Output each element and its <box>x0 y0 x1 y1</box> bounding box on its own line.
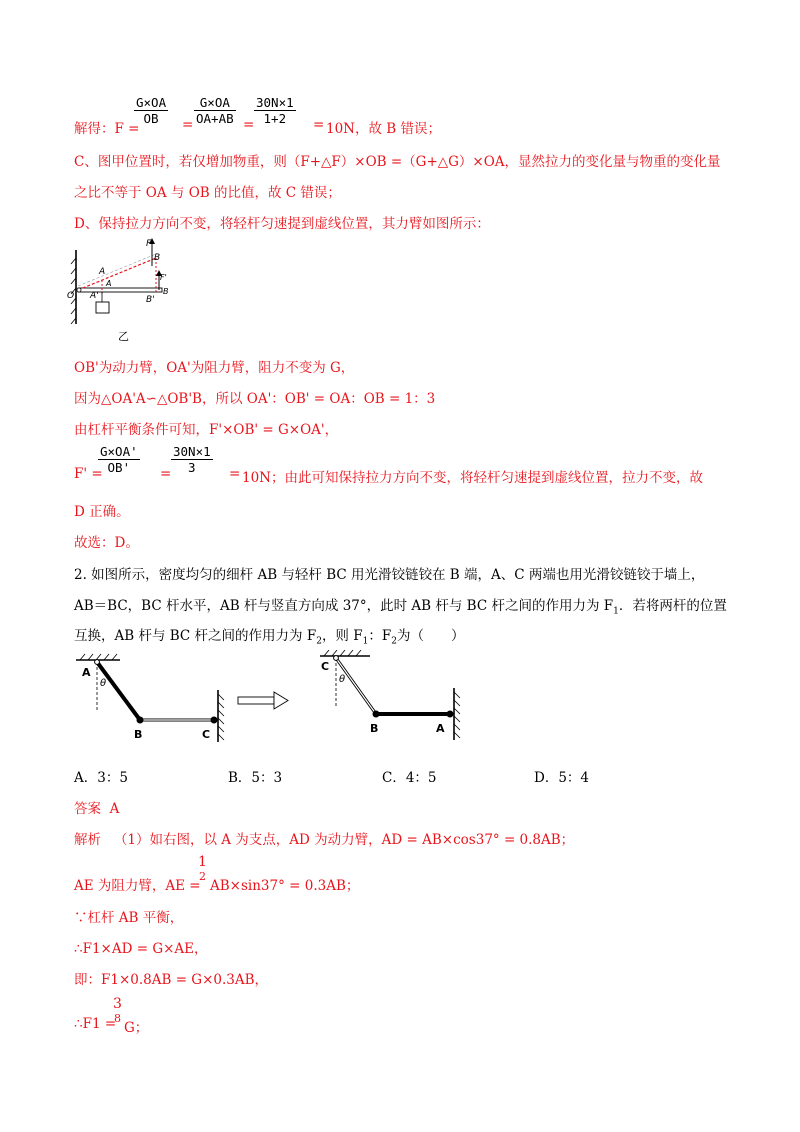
analysis-ae-suffix: AB×sin37° = 0.3AB； <box>210 878 360 894</box>
fig-yi-label-b2: B <box>163 287 169 296</box>
fprime-fraction-1-numerator: G×OA' <box>100 444 138 459</box>
fprime-result: 10N；由此可知保持拉力方向不变，将轻杆匀速提到虚线位置，拉力不变，故 <box>242 470 703 486</box>
question-2-line2-b: ．若将两杆的位置 <box>618 598 727 614</box>
ae-fraction <box>198 854 207 883</box>
fraction-3-numerator: 30N×1 <box>256 95 294 110</box>
fig2-right-label-theta: θ <box>339 674 346 685</box>
question-2-line3-d: 为（ ） <box>396 628 465 644</box>
fig-yi-label-fprime: F' <box>160 273 167 282</box>
answer-line <box>74 797 119 817</box>
equals-3: = <box>313 117 325 133</box>
answer-value: A <box>109 801 120 817</box>
analysis-ae-prefix: AE 为阻力臂，AE = <box>74 878 201 894</box>
fig2-left-label-b: B <box>134 728 143 741</box>
option-c[interactable]: C．4：5 <box>382 770 437 786</box>
fig-yi-label-f: F <box>146 239 152 249</box>
fig-yi-label-a2: A <box>106 279 112 288</box>
question-2-line2 <box>74 594 727 617</box>
fraction-2 <box>194 95 236 126</box>
answer-label: 答案 <box>74 801 101 817</box>
question-2-sub-1: 1 <box>613 606 619 617</box>
fprime-label: F' = <box>74 466 103 482</box>
solution-c-line2: 之比不等于 OA 与 OB 的比值，故 C 错误； <box>74 185 341 201</box>
analysis-line4: ∴F1×AD = G×AE， <box>74 941 208 957</box>
fraction-3-denominator: 1+2 <box>254 110 296 126</box>
solution-c-line1: C、图甲位置时，若仅增加物重，则（F+△F）×OB =（G+△G）×OA，显然拉力的变化量与物重的变化量 <box>74 154 721 170</box>
fprime-fraction-2-numerator: 30N×1 <box>173 444 211 459</box>
analysis-label: 解析 <box>74 832 101 848</box>
solution-d-intro: D、保持拉力方向不变，将轻杆匀速提到虚线位置，其力臂如图所示： <box>74 216 490 232</box>
fprime-fraction-1 <box>98 444 140 475</box>
question-2-line3 <box>74 624 464 647</box>
question-2-line3-b: ，则 F <box>321 628 363 644</box>
analysis-f1-suffix: G； <box>124 1020 149 1036</box>
question-2-sub-2: 2 <box>316 636 322 647</box>
fig-yi-label-o: O <box>67 291 75 301</box>
fig-yi-label-bprime: B' <box>146 295 155 305</box>
fraction-2-denominator: OA+AB <box>196 111 234 126</box>
f1-fraction-denominator: 8 <box>113 1012 121 1025</box>
question-2-sub-3: 1 <box>362 636 369 647</box>
solution-b-result: 10N，故 B 错误； <box>326 121 441 137</box>
fig-yi-label-a: A <box>99 267 106 277</box>
analysis-line5: 即：F1×0.8AB = G×0.3AB， <box>74 972 269 988</box>
f1-fraction-numerator: 3 <box>113 996 122 1012</box>
fig2-left-label-theta: θ <box>100 678 107 689</box>
fig-yi-caption: 乙 <box>118 330 129 343</box>
answer-1: 故选：D。 <box>74 535 139 551</box>
fig2-right-label-c: C <box>321 660 330 673</box>
option-d[interactable]: D．5：4 <box>534 770 590 786</box>
option-a[interactable]: A．3：5 <box>74 770 128 786</box>
fraction-1-numerator: G×OA <box>136 95 167 110</box>
solution-d-line3: 由杠杆平衡条件可知，F'×OB' = G×OA'， <box>74 422 339 438</box>
question-2-sub-4: 2 <box>391 636 397 647</box>
question-2-figure <box>70 650 470 750</box>
equals-1: = <box>182 117 194 133</box>
fig-yi-label-b: B <box>154 253 161 263</box>
question-2-line3-c: ：F <box>368 628 392 644</box>
question-2-line1: 2. 如图所示，密度均匀的细杆 AB 与轻杆 BC 用光滑铰链铰在 B 端，A、C 两端也用光滑铰链铰于墙上， <box>74 567 705 583</box>
fig2-right-label-b: B <box>370 722 379 735</box>
solution-d-line1: OB'为动力臂，OA'为阻力臂，阻力不变为 G， <box>74 360 355 376</box>
analysis-line3: ∵杠杆 AB 平衡， <box>74 910 184 926</box>
option-b[interactable]: B．5：3 <box>228 770 283 786</box>
fprime-fraction-1-denominator: OB' <box>98 459 140 475</box>
f1-fraction <box>113 996 122 1025</box>
analysis-text-1: （1）如右图，以 A 为支点，AD 为动力臂，AD = AB×cos37° = 0.8AB； <box>113 832 575 848</box>
fig2-right-label-a: A <box>436 722 445 735</box>
equals-2: = <box>243 117 255 133</box>
fprime-equals-1: = <box>160 466 172 482</box>
fraction-3 <box>254 95 296 126</box>
solution-d-line4: D 正确。 <box>74 504 130 520</box>
analysis-f1-prefix: ∴F1 = <box>74 1016 117 1032</box>
lever-figure-yi <box>66 236 186 346</box>
ae-fraction-numerator: 1 <box>198 854 207 870</box>
ae-fraction-denominator: 2 <box>198 870 206 883</box>
fraction-1-denominator: OB <box>134 110 168 126</box>
question-2-line3-a: 互换，AB 杆与 BC 杆之间的作用力为 F <box>74 628 317 644</box>
fig-yi-label-aprime: A' <box>90 291 99 301</box>
question-2-line2-a: AB＝BC，BC 杆水平，AB 杆与竖直方向成 37°，此时 AB 杆与 BC 杆之间的作用力为 F <box>74 598 614 614</box>
fprime-fraction-2 <box>171 444 213 475</box>
fprime-fraction-2-denominator: 3 <box>171 459 213 475</box>
solution-b-label: 解得：F = <box>74 121 140 137</box>
fig2-left-label-a: A <box>82 666 91 679</box>
analysis-line1 <box>74 828 574 848</box>
fprime-equals-2: = <box>229 466 241 482</box>
solution-d-line2: 因为△OA'A∽△OB'B，所以 OA'：OB' = OA：OB = 1：3 <box>74 391 436 407</box>
fig2-left-label-c: C <box>202 728 211 741</box>
fraction-2-numerator: G×OA <box>199 95 230 110</box>
